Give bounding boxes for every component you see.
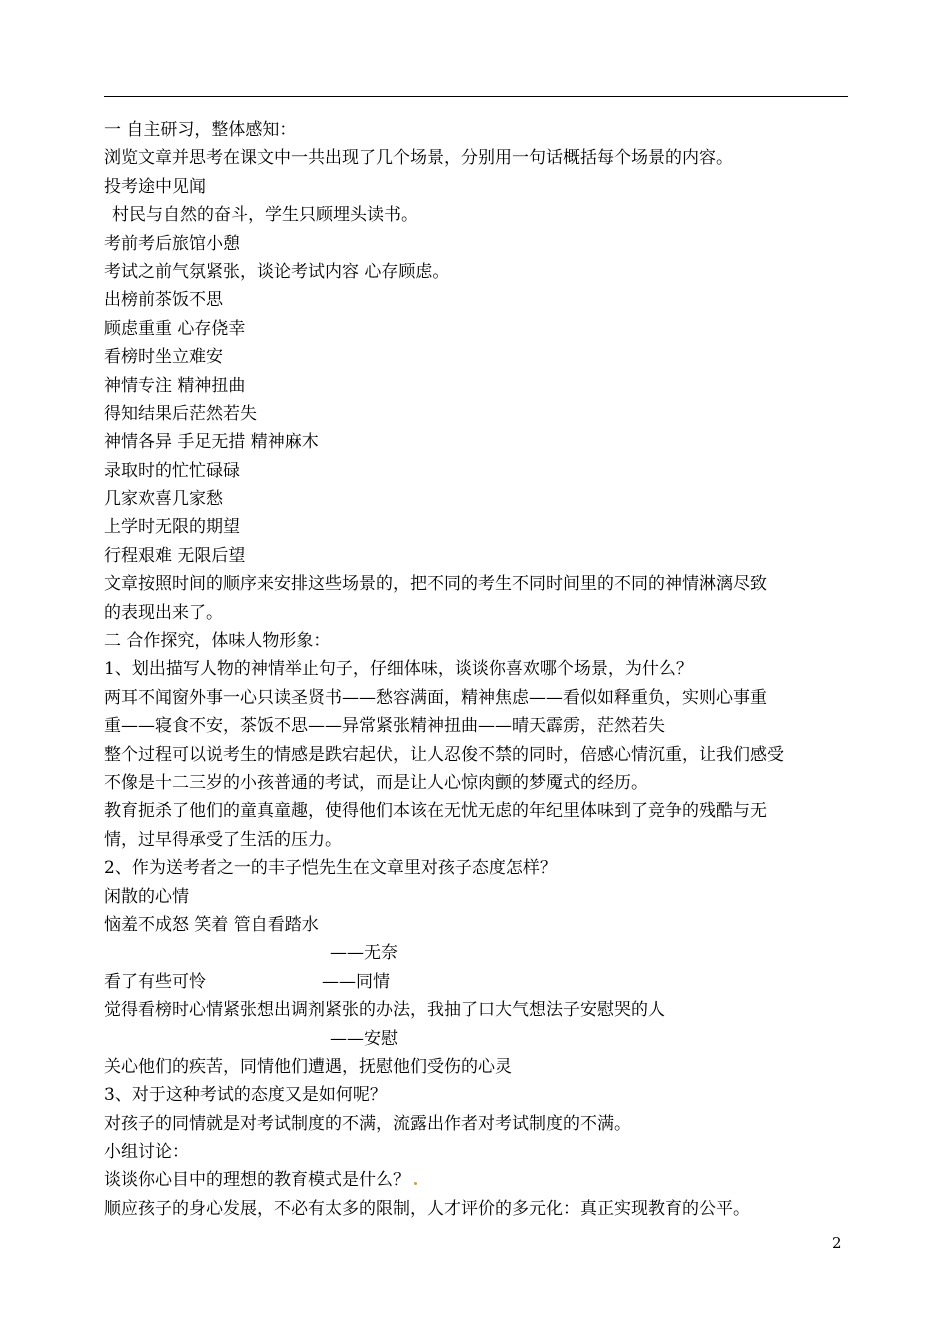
answer-line: 顺应孩子的身心发展，不必有太多的限制，人才评价的多元化：真正实现教育的公平。 [104, 1198, 750, 1219]
scene-summary: 顾虑重重 心存侥幸 [104, 318, 246, 339]
answer-line-with-label [104, 968, 850, 996]
scene-title: 投考途中见闻 [104, 176, 206, 197]
paragraph-line: 重——寝食不安，茶饭不思——异常紧张精神扭曲——晴天霹雳，茫然若失 [104, 716, 665, 737]
section-heading-1: 一 自主研习，整体感知： [104, 120, 297, 140]
answer-line: 恼羞不成怒 笑着 管自看踏水 [104, 914, 319, 935]
speck-mark [414, 1182, 417, 1185]
section-heading-2: 二 合作探究，体味人物形象： [104, 631, 331, 652]
attitude-label: ——同情 [322, 971, 390, 992]
answer-line: 觉得看榜时心情紧张想出调剂紧张的办法，我抽了口大气想法子安慰哭的人 [104, 1000, 665, 1021]
attitude-label: ——安慰 [330, 1028, 398, 1049]
question-text: 1、划出描写人物的神情举止句子，仔细体味，谈谈你喜欢哪个场景，为什么？ [104, 659, 693, 680]
scene-title: 出榜前茶饭不思 [104, 290, 223, 311]
scene-summary: 村民与自然的奋斗，学生只顾埋头读书。 [112, 205, 418, 226]
scene-summary: 考试之前气氛紧张，谈论考试内容 心存顾虑。 [104, 261, 450, 282]
scene-title: 录取时的忙忙碌碌 [104, 460, 240, 481]
paragraph-line: 整个过程可以说考生的情感是跌宕起伏，让人忍俊不禁的同时，倍感心情沉重，让我们感受 [104, 744, 784, 765]
discussion-question: 谈谈你心目中的理想的教育模式是什么？ [104, 1170, 410, 1191]
scene-title: 上学时无限的期望 [104, 517, 240, 538]
document-body [104, 116, 850, 1223]
discussion-question-line [104, 1166, 850, 1194]
page-number: 2 [832, 1234, 842, 1252]
paragraph-line: 情，过早得承受了生活的压力。 [104, 829, 342, 850]
discussion-heading: 小组讨论： [104, 1142, 189, 1163]
attitude-label: ——无奈 [330, 943, 398, 964]
paragraph-line: 不像是十二三岁的小孩普通的考试，而是让人心惊肉颤的梦魇式的经历。 [104, 772, 648, 793]
header-rule [104, 96, 848, 97]
scene-summary: 神情专注 精神扭曲 [104, 375, 246, 396]
answer-text: 看了有些可怜 [104, 971, 206, 992]
answer-line: 闲散的心情 [104, 886, 189, 907]
scene-summary: 神情各异 手足无措 精神麻木 [104, 432, 319, 453]
question-text: 浏览文章并思考在课文中一共出现了几个场景，分别用一句话概括每个场景的内容。 [104, 148, 733, 169]
question-text: 2、作为送考者之一的丰子恺先生在文章里对孩子态度怎样？ [104, 858, 557, 879]
scene-title: 得知结果后茫然若失 [104, 403, 257, 424]
paragraph-line: 两耳不闻窗外事一心只读圣贤书——愁容满面，精神焦虑——看似如释重负，实则心事重 [104, 687, 767, 708]
paragraph-line: 教育扼杀了他们的童真童趣，使得他们本该在无忧无虑的年纪里体味到了竞争的残酷与无 [104, 801, 767, 822]
paragraph-line: 文章按照时间的顺序来安排这些场景的，把不同的考生不同时间里的不同的神情淋漓尽致 [104, 574, 767, 595]
answer-line: 对孩子的同情就是对考试制度的不满，流露出作者对考试制度的不满。 [104, 1113, 631, 1134]
scene-title: 考前考后旅馆小憩 [104, 233, 240, 254]
scene-summary: 行程艰难 无限后望 [104, 545, 246, 566]
scene-title: 看榜时坐立难安 [104, 347, 223, 368]
question-text: 3、对于这种考试的态度又是如何呢？ [104, 1085, 387, 1106]
scene-summary: 几家欢喜几家愁 [104, 489, 223, 510]
paragraph-line: 的表现出来了。 [104, 602, 223, 623]
answer-line: 关心他们的疾苦，同情他们遭遇，抚慰他们受伤的心灵 [104, 1056, 512, 1077]
